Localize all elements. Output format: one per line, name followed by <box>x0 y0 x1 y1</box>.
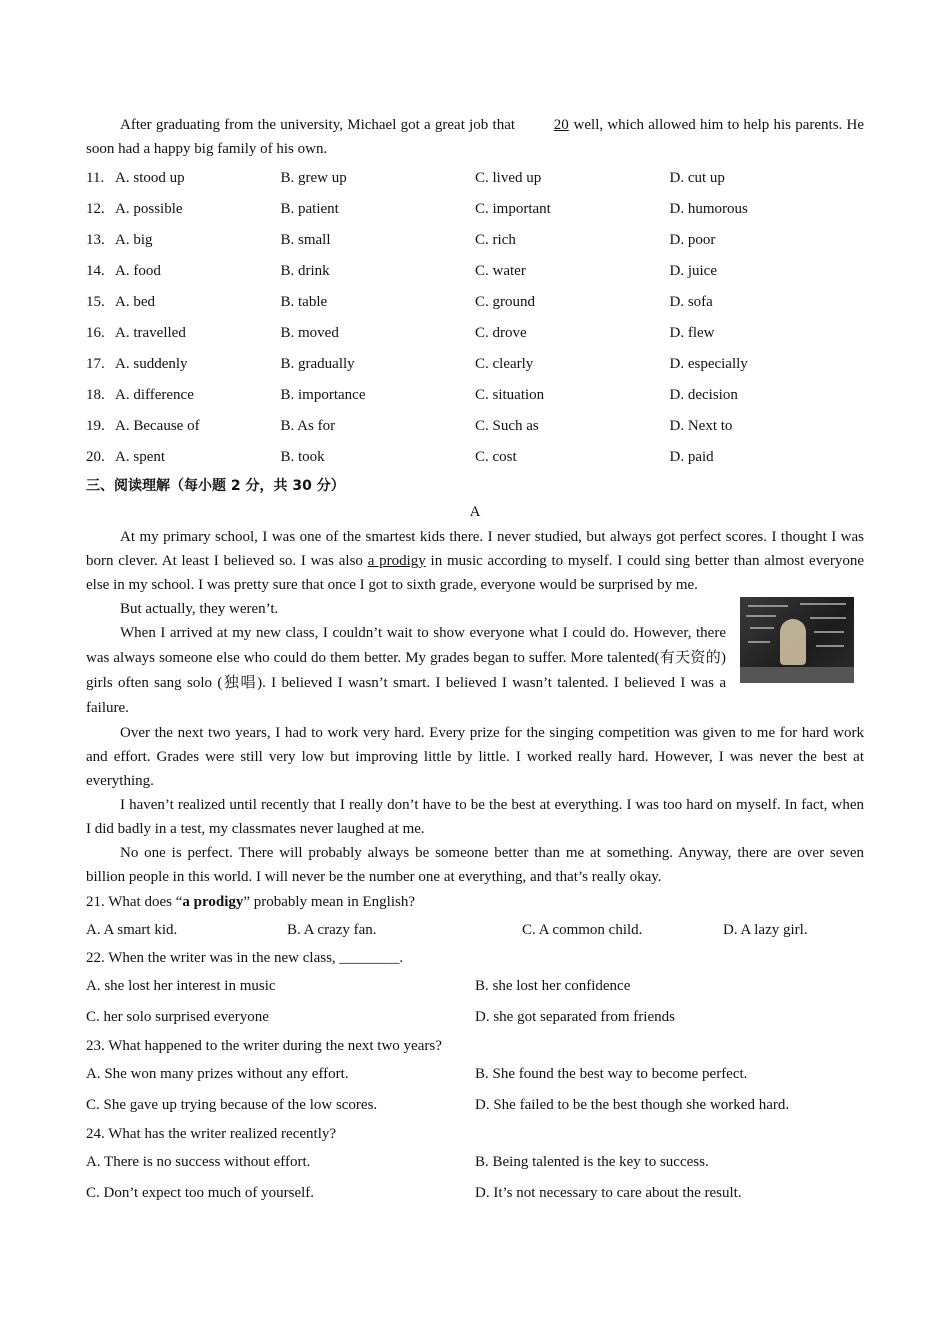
option-d: D. A lazy girl. <box>723 922 808 938</box>
question-22-options-row-2 <box>86 1002 864 1033</box>
passage-letter: A <box>469 504 481 520</box>
question-24-stem: 24. What has the writer realized recently? <box>86 1126 337 1142</box>
option-d: D. decision <box>669 387 738 403</box>
question-number: 17. <box>86 356 105 372</box>
question-number: 20. <box>86 449 105 465</box>
option-d: D. juice <box>669 263 717 279</box>
question-21-options <box>86 915 864 945</box>
option-c: C. rich <box>475 232 516 248</box>
option-d: D. She failed to be the best though she worked hard. <box>475 1097 790 1113</box>
option-a: A. food <box>115 263 161 279</box>
passage-paragraph-4: Over the next two years, I had to work very hard. Every prize for the singing competition was given to me for hard work and effort. Grades were still very low but improving little by little. I worked really hard. However, I was never the best at everything. <box>86 725 864 789</box>
option-d: D. Next to <box>669 418 733 434</box>
option-b: B. As for <box>280 418 336 434</box>
question-22-options-row-1 <box>86 971 864 1002</box>
option-b: B. table <box>280 294 328 310</box>
option-d: D. sofa <box>669 294 713 310</box>
option-a: A. She won many prizes without any effort. <box>86 1066 349 1082</box>
passage-paragraph-5: I haven’t realized until recently that I really don’t have to be the best at everything. I was too hard on myself. In fact, when I did badly in a test, my classmates never laughed at me. <box>86 797 864 837</box>
option-b: B. Being talented is the key to success. <box>475 1154 709 1170</box>
option-a: A. suddenly <box>115 356 188 372</box>
option-d: D. flew <box>669 325 715 341</box>
cloze-tail-before: After graduating from the university, Michael got a great job that <box>120 117 516 133</box>
cloze-options <box>86 163 864 473</box>
option-row <box>86 318 864 349</box>
option-b: B. grew up <box>280 170 347 186</box>
option-b: B. gradually <box>280 356 355 372</box>
option-row <box>86 287 864 318</box>
option-a: A. stood up <box>115 170 185 186</box>
option-a: A. travelled <box>115 325 186 341</box>
question-number: 12. <box>86 201 105 217</box>
option-a: A. big <box>115 232 153 248</box>
option-c: C. Such as <box>475 418 539 434</box>
question-23-options-row-1 <box>86 1059 864 1090</box>
option-c: C. A common child. <box>522 922 643 938</box>
underlined-term: a prodigy <box>367 553 426 569</box>
option-c: C. Don’t expect too much of yourself. <box>86 1185 315 1201</box>
option-d: D. humorous <box>669 201 748 217</box>
option-b: B. drink <box>280 263 330 279</box>
option-d: D. It’s not necessary to care about the result. <box>475 1185 742 1201</box>
question-21-stem: 21. What does “a prodigy” probably mean in English? <box>86 894 415 910</box>
option-a: A. A smart kid. <box>86 922 178 938</box>
option-a: A. spent <box>115 449 166 465</box>
question-24-options-row-1 <box>86 1147 864 1178</box>
option-b: B. she lost her confidence <box>475 978 631 994</box>
question-number: 13. <box>86 232 105 248</box>
passage-paragraph-1 <box>86 525 864 597</box>
option-c: C. water <box>475 263 526 279</box>
question-23-stem: 23. What happened to the writer during the next two years? <box>86 1038 442 1054</box>
option-d: D. paid <box>669 449 714 465</box>
question-number: 19. <box>86 418 105 434</box>
passage-paragraph-2: But actually, they weren’t. <box>120 601 279 617</box>
option-d: D. poor <box>669 232 716 248</box>
cloze-tail-paragraph <box>86 113 864 161</box>
option-row <box>86 442 864 473</box>
paragraph-text: At my primary school, I was one of the smartest kids there. I never studied, but always got perfect scores. I thought I was born clever. At least I believed so. I was also <box>86 529 864 569</box>
option-row <box>86 349 864 380</box>
question-number: 15. <box>86 294 105 310</box>
question-22-stem: 22. When the writer was in the new class, ________. <box>86 950 404 966</box>
option-c: C. clearly <box>475 356 534 372</box>
girl-at-desk-photo <box>740 597 854 683</box>
option-c: C. situation <box>475 387 545 403</box>
question-number: 14. <box>86 263 105 279</box>
option-row <box>86 380 864 411</box>
question-number: 16. <box>86 325 105 341</box>
option-d: D. cut up <box>669 170 725 186</box>
option-b: B. importance <box>280 387 366 403</box>
question-23-options-row-2 <box>86 1090 864 1121</box>
question-number: 18. <box>86 387 105 403</box>
option-c: C. lived up <box>475 170 542 186</box>
option-row <box>86 163 864 194</box>
option-row <box>86 256 864 287</box>
option-c: C. her solo surprised everyone <box>86 1009 269 1025</box>
passage-paragraph-3: When I arrived at my new class, I couldn’t wait to show everyone what I could do. However, there was always someone else who could do them better. My grades began to suffer. More talented(有天资的) girls often sang solo (独唱). I believed I wasn’t smart. I believed I wasn’t talented. I believed I was a failure. <box>86 625 726 716</box>
option-c: C. drove <box>475 325 527 341</box>
option-d: D. especially <box>669 356 748 372</box>
option-c: C. ground <box>475 294 535 310</box>
cloze-tail-after: well, which allowed him to help his parents. He soon had a happy big family of his own. <box>86 117 865 157</box>
option-a: A. difference <box>115 387 194 403</box>
option-c: C. important <box>475 201 551 217</box>
exam-page <box>86 113 864 1209</box>
option-a: A. bed <box>115 294 156 310</box>
option-a: A. Because of <box>115 418 200 434</box>
option-row <box>86 194 864 225</box>
option-b: B. She found the best way to become perfect. <box>475 1066 748 1082</box>
option-row <box>86 225 864 256</box>
paragraph-with-photo <box>86 597 864 721</box>
option-b: B. small <box>280 232 331 248</box>
section-title: 三、阅读理解（每小题 2 分，共 30 分） <box>86 478 345 494</box>
option-b: B. patient <box>280 201 339 217</box>
question-number: 11. <box>86 170 105 186</box>
paragraph-text: in music according to myself. I could sing better than almost everyone else in my school. I was pretty sure that once I got to sixth grade, everyone would be surprised by me. <box>86 553 865 593</box>
bold-term: a prodigy <box>182 894 244 910</box>
option-a: A. she lost her interest in music <box>86 978 276 994</box>
option-b: B. A crazy fan. <box>287 922 377 938</box>
passage-paragraph-6: No one is perfect. There will probably always be someone better than me at something. Anyway, there are over seven billion people in this world. I will never be the number one at everything, and that’s really okay. <box>86 845 864 885</box>
blank-20: 20 <box>553 117 569 133</box>
option-a: A. possible <box>115 201 183 217</box>
option-c: C. She gave up trying because of the low scores. <box>86 1097 378 1113</box>
option-row <box>86 411 864 442</box>
option-d: D. she got separated from friends <box>475 1009 675 1025</box>
option-c: C. cost <box>475 449 517 465</box>
option-b: B. moved <box>280 325 339 341</box>
option-a: A. There is no success without effort. <box>86 1154 311 1170</box>
option-b: B. took <box>280 449 325 465</box>
question-24-options-row-2 <box>86 1178 864 1209</box>
